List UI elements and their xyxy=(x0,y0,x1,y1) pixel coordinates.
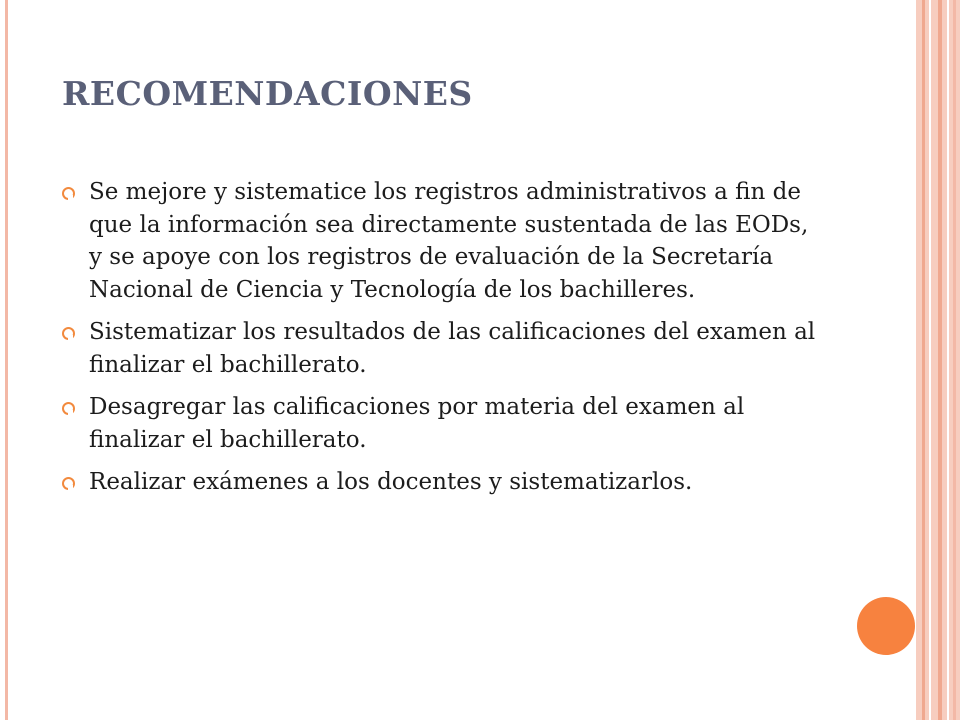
left-border-line xyxy=(5,0,8,720)
bullet-text: Desagregar las calificaciones por materia del examen al finalizar el bachillerato. xyxy=(89,394,745,453)
bullet-text: Realizar exámenes a los docentes y sistematizarlos. xyxy=(89,469,693,495)
slide-title: RECOMENDACIONES xyxy=(62,74,473,113)
list-item xyxy=(62,466,822,499)
bullet-circle-icon xyxy=(62,402,75,415)
bullet-text: Se mejore y sistematice los registros administrativos a fin de que la información sea directamente sustentada de las EODs, y se apoye con los registros de evaluación de la Secretaría Nacional de Ciencia y Tecnología de los bachilleres. xyxy=(89,179,809,303)
border-stripe xyxy=(938,0,942,720)
border-stripe xyxy=(947,0,949,720)
recommendations-list xyxy=(62,176,822,509)
list-item xyxy=(62,316,822,381)
list-item xyxy=(62,391,822,456)
bullet-circle-icon xyxy=(62,327,75,340)
orange-circle-decoration xyxy=(857,597,915,655)
right-decorative-border xyxy=(916,0,960,720)
bullet-circle-icon xyxy=(62,187,75,200)
list-item xyxy=(62,176,822,306)
bullet-text: Sistematizar los resultados de las calificaciones del examen al finalizar el bachillerato. xyxy=(89,319,816,378)
bullet-circle-icon xyxy=(62,477,75,490)
border-stripe xyxy=(922,0,925,720)
border-stripe xyxy=(929,0,931,720)
border-stripe xyxy=(953,0,956,720)
